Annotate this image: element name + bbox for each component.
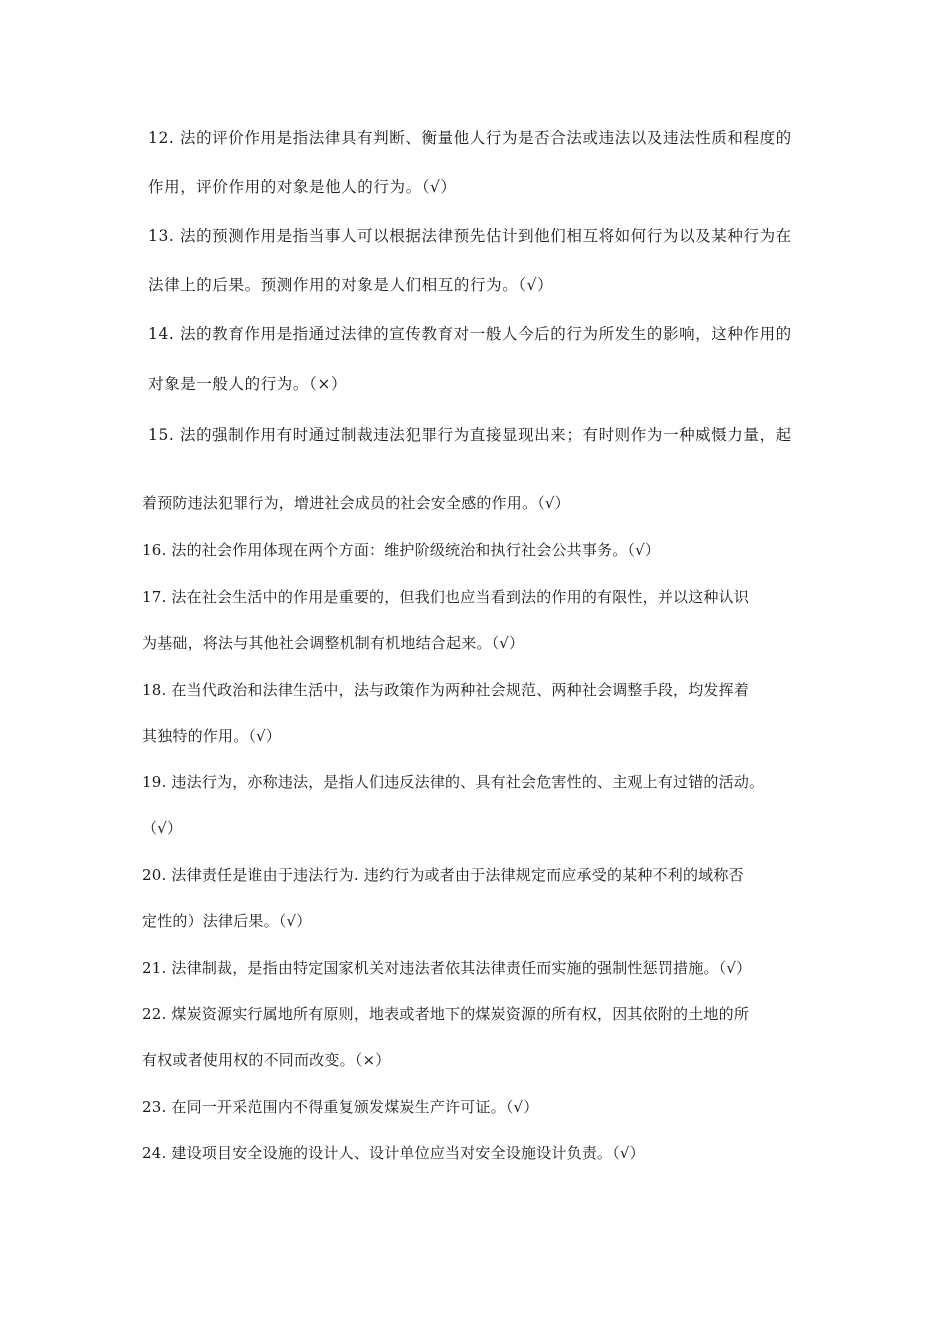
text-line-15a: 15. 法的强制作用有时通过制裁违法犯罪行为直接显现出来；有时则作为一种威慑力量，起 bbox=[148, 426, 792, 444]
text-line-13b: 法律上的后果。预测作用的对象是人们相互的行为。（√） bbox=[148, 276, 554, 294]
text-line-19b: （√） bbox=[142, 819, 183, 837]
text-line-17b: 为基础，将法与其他社会调整机制有机地结合起来。（√） bbox=[142, 634, 525, 652]
text-line-20a: 20. 法律责任是谁由于违法行为. 违约行为或者由于法律规定而应承受的某种不利的域称否 bbox=[142, 866, 744, 884]
text-line-12b: 作用，评价作用的对象是他人的行为。（√） bbox=[148, 178, 457, 196]
text-line-23: 23. 在同一开采范围内不得重复颁发煤炭生产许可证。（√） bbox=[142, 1098, 539, 1116]
text-line-24: 24. 建设项目安全设施的设计人、设计单位应当对安全设施设计负责。（√） bbox=[142, 1144, 645, 1162]
text-line-22a: 22. 煤炭资源实行属地所有原则，地表或者地下的煤炭资源的所有权，因其依附的土地的所 bbox=[142, 1005, 750, 1023]
text-line-18b: 其独特的作用。（√） bbox=[142, 727, 282, 745]
text-line-17a: 17. 法在社会生活中的作用是重要的，但我们也应当看到法的作用的有限性，并以这种认识 bbox=[142, 588, 750, 606]
text-line-20b: 定性的）法律后果。（√） bbox=[142, 912, 312, 930]
text-line-12a: 12. 法的评价作用是指法律具有判断、衡量他人行为是否合法或违法以及违法性质和程度的 bbox=[148, 129, 792, 147]
text-line-22b: 有权或者使用权的不同而改变。（×） bbox=[142, 1051, 391, 1069]
text-line-13a: 13. 法的预测作用是指当事人可以根据法律预先估计到他们相互将如何行为以及某种行为在 bbox=[148, 227, 792, 245]
text-line-14a: 14. 法的教育作用是指通过法律的宣传教育对一般人今后的行为所发生的影响，这种作用的 bbox=[148, 325, 792, 343]
text-line-18a: 18. 在当代政治和法律生活中，法与政策作为两种社会规范、两种社会调整手段，均发挥着 bbox=[142, 681, 750, 699]
text-line-21: 21. 法律制裁，是指由特定国家机关对违法者依其法律责任而实施的强制性惩罚措施。（√） bbox=[142, 959, 752, 977]
text-line-14b: 对象是一般人的行为。（×） bbox=[148, 375, 348, 393]
text-line-16: 16. 法的社会作用体现在两个方面：维护阶级统治和执行社会公共事务。（√） bbox=[142, 541, 661, 559]
text-line-15b: 着预防违法犯罪行为，增进社会成员的社会安全感的作用。（√） bbox=[142, 494, 570, 512]
text-line-19a: 19. 违法行为，亦称违法，是指人们违反法律的、具有社会危害性的、主观上有过错的活动。 bbox=[142, 773, 765, 791]
